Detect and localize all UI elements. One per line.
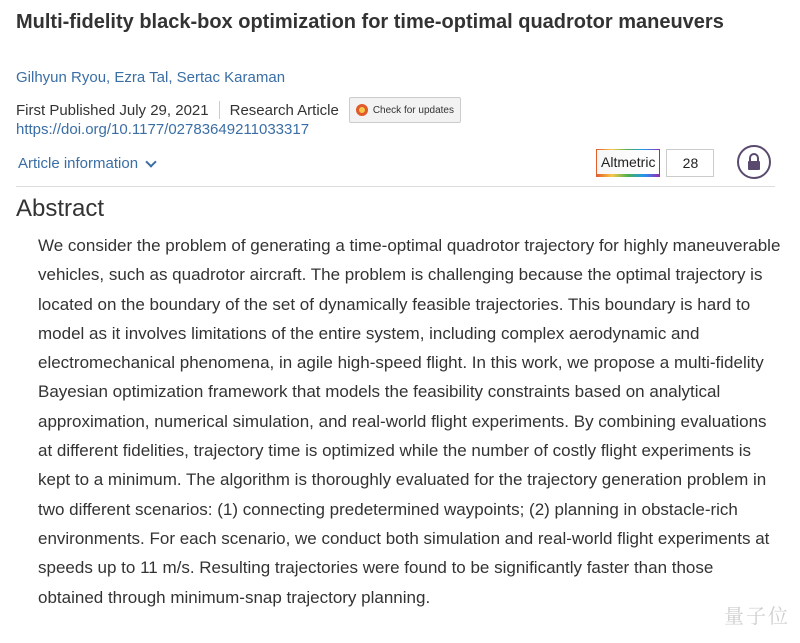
first-published: First Published July 29, 2021: [16, 101, 209, 119]
altmetric-logo: Altmetric: [596, 149, 660, 177]
abstract-text: We consider the problem of generating a time-optimal quadrotor trajectory for highly maneuverable vehicles, such as quadrotor aircraft. The problem is challenging because the optimal trajectory is located on the boundary of the set of dynamically feasible trajectories. This boundary is hard to model as it involves limitations of the entire system, including complex aerodynamic and electromechanical phenomena, in agile high-speed flight. In this work, we propose a multi-fidelity Bayesian optimization framework that models the feasibility constraints based on analytical approximation, numerical simulation, and real-world flight experiments. By combining evaluations at different fidelities, trajectory time is optimized while the number of costly flight experiments is kept to a minimum. The algorithm is thoroughly evaluated for the trajectory generation problem in two different scenarios: (1) connecting predetermined waypoints; (2) planning in obstacle-rich environments. For each scenario, we conduct both simulation and real-world flight experiments at speeds up to 11 m/s. Resulting trajectories were found to be significantly faster than those obtained through minimum-snap trajectory planning.: [38, 236, 781, 607]
article-information-label: Article information: [18, 155, 139, 172]
divider: [16, 186, 775, 187]
author-link[interactable]: Ezra Tal: [114, 69, 169, 86]
doi-link[interactable]: https://doi.org/10.1177/02783649211033317: [16, 121, 310, 138]
author-list: Gilhyun Ryou, Ezra Tal, Sertac Karaman: [16, 69, 286, 86]
article-title: Multi-fidelity black-box optimization for time-optimal quadrotor maneuvers: [16, 11, 724, 33]
altmetric-score: 28: [666, 149, 714, 177]
watermark: 量子位: [724, 606, 790, 628]
author-link[interactable]: Sertac Karaman: [176, 69, 286, 86]
divider: [219, 101, 220, 119]
chevron-down-icon: [145, 156, 156, 167]
article-information-toggle[interactable]: [18, 155, 155, 172]
article-type: Research Article: [229, 101, 339, 119]
altmetric-badge[interactable]: [596, 149, 714, 177]
lock-icon[interactable]: [737, 145, 771, 179]
check-for-updates-label: Check for updates: [372, 104, 454, 116]
abstract-heading: Abstract: [16, 195, 105, 222]
crossmark-icon: [356, 104, 368, 116]
check-for-updates-button[interactable]: [349, 97, 461, 123]
lock-glyph: [746, 153, 762, 171]
publication-meta: [16, 97, 461, 123]
author-link[interactable]: Gilhyun Ryou: [16, 69, 107, 86]
